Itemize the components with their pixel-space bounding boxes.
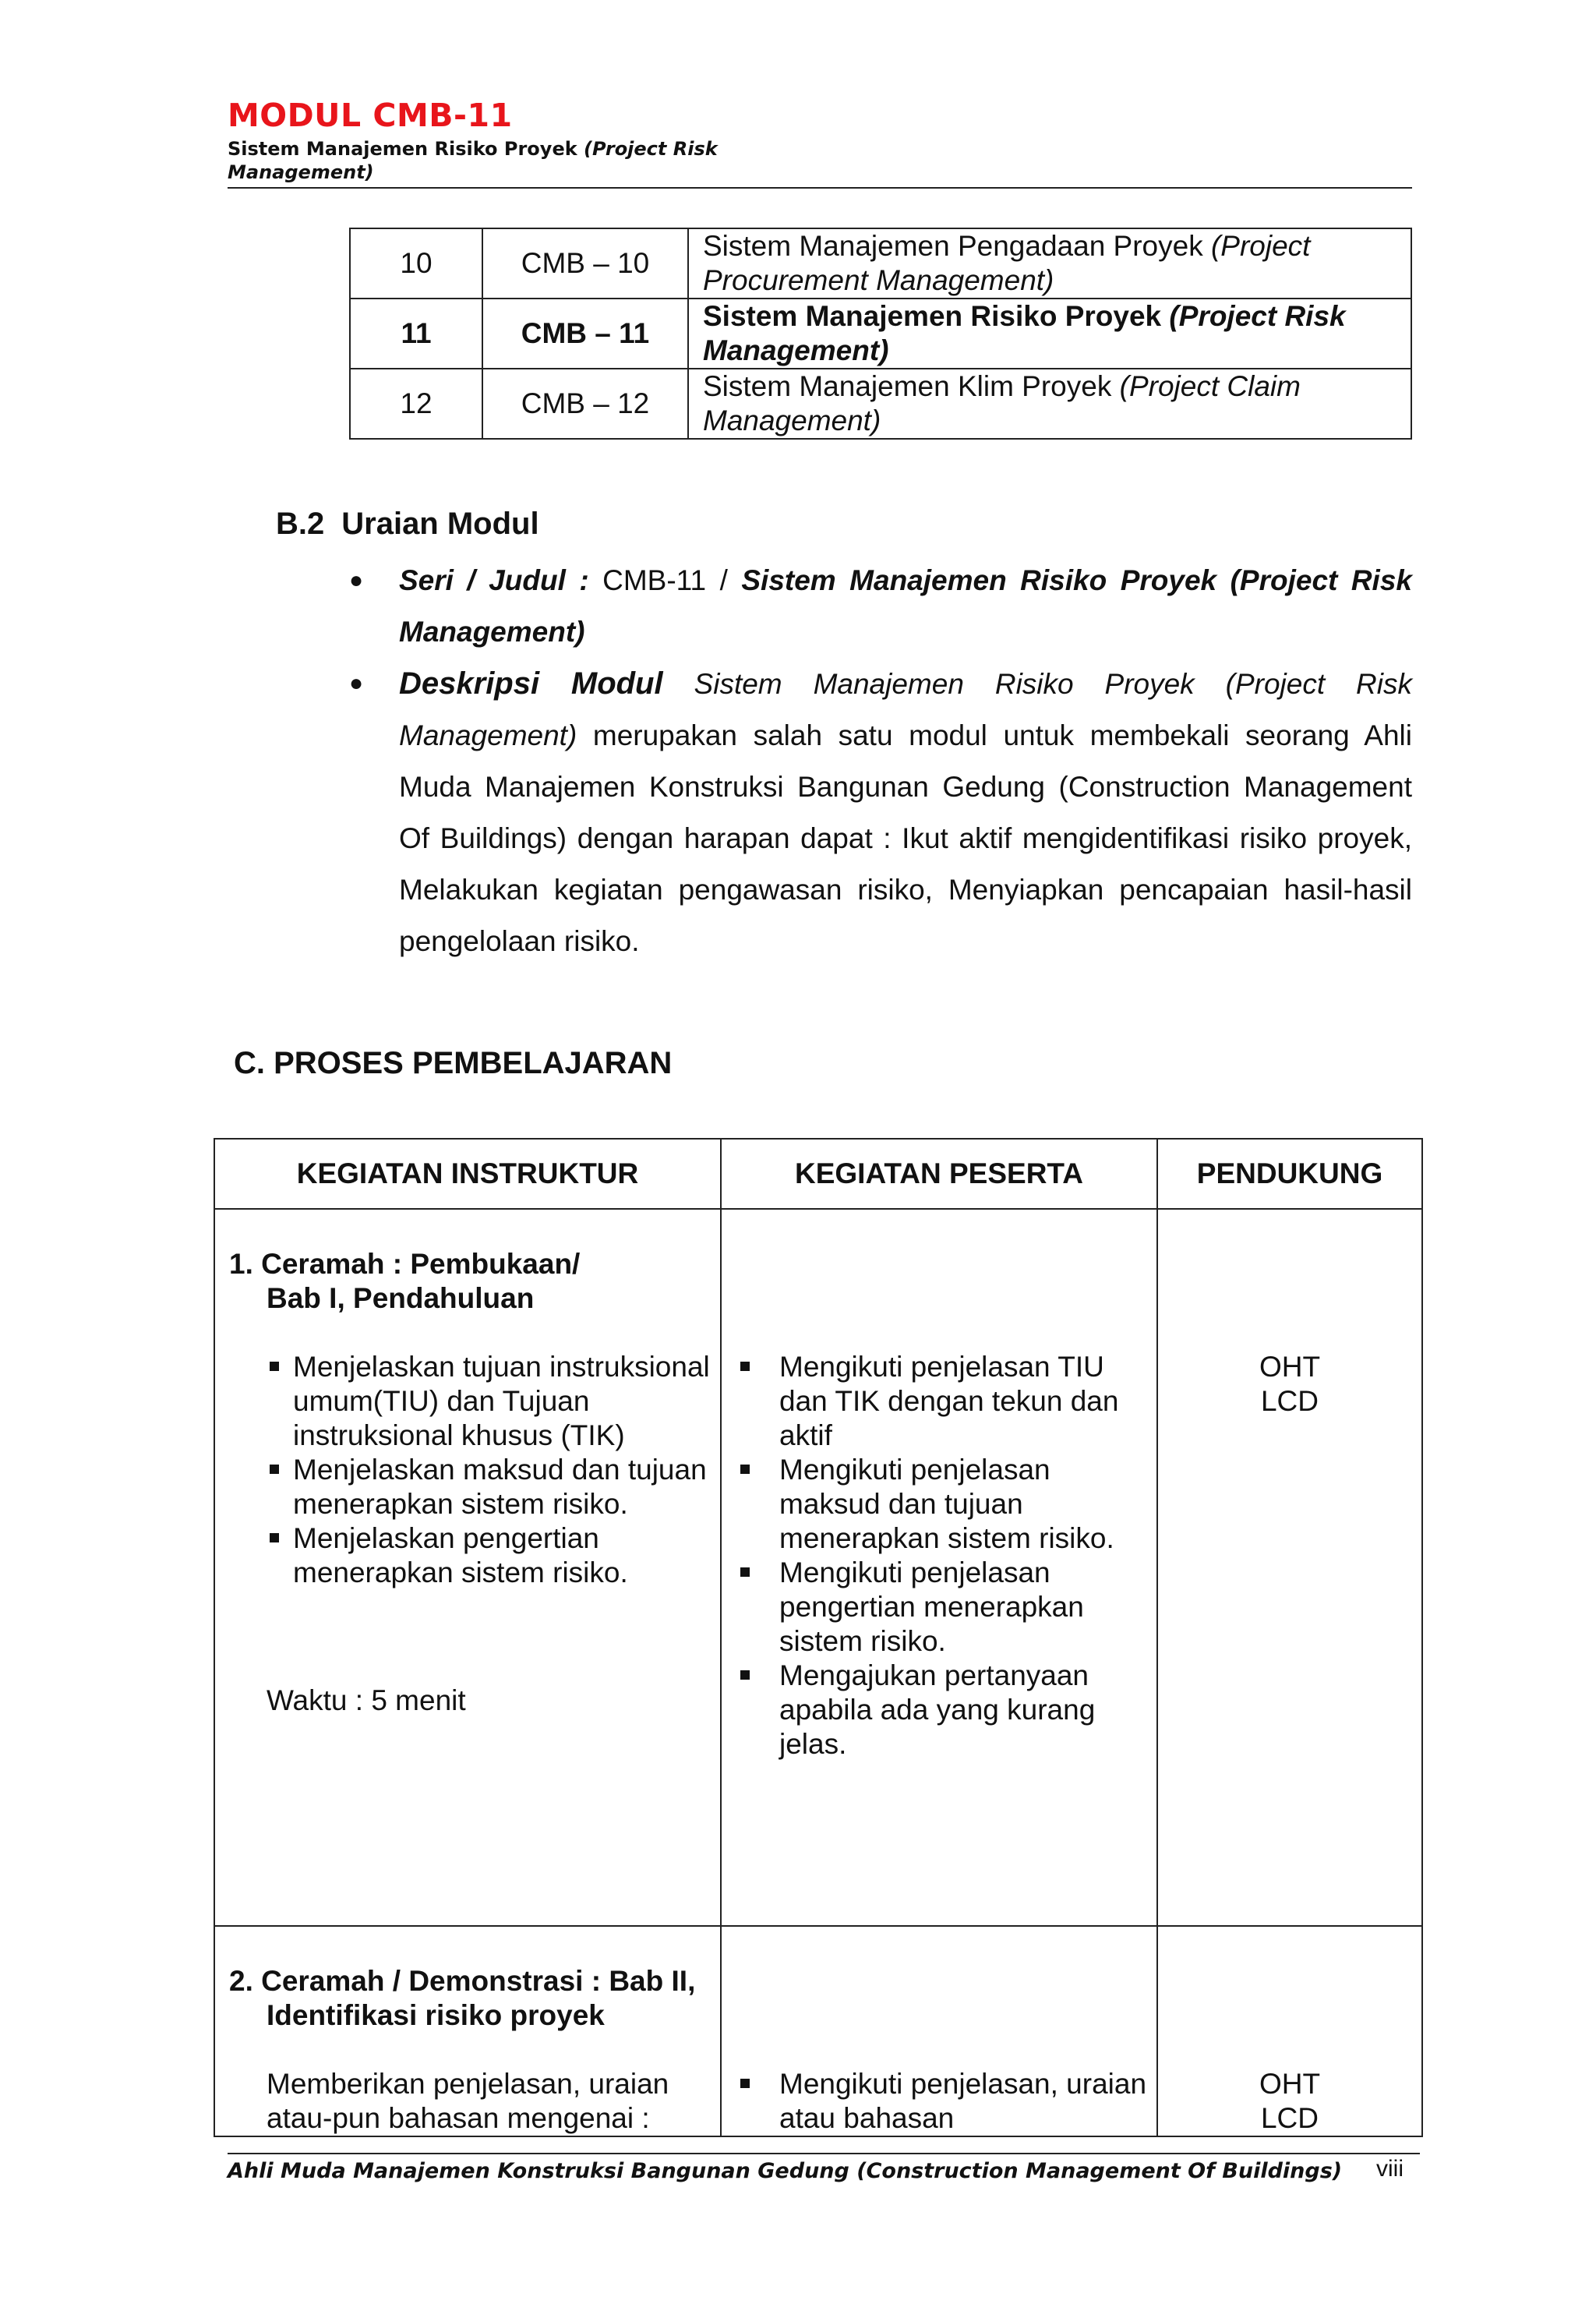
module-name: Sistem Manajemen Risiko Proyek (Project Risk Management)	[688, 299, 1411, 369]
participant-activity	[721, 1209, 1157, 1926]
list-item: Mengikuti penjelasan maksud dan tujuan menerapkan sistem risiko.	[722, 1453, 1156, 1556]
module-subtitle: Sistem Manajemen Risiko Proyek (Project Risk Management)	[228, 138, 718, 183]
table-header-row	[214, 1139, 1422, 1209]
section-heading-c: C. PROSES PEMBELAJARAN	[234, 1046, 673, 1080]
process-table	[214, 1138, 1423, 2137]
list-item: Menjelaskan tujuan instruksional umum(TIU) dan Tujuan instruksional khusus (TIK)	[215, 1350, 720, 1453]
module-title: MODUL CMB-11	[228, 97, 513, 134]
column-header: KEGIATAN PESERTA	[721, 1139, 1157, 1209]
column-header: PENDUKUNG	[1157, 1139, 1422, 1209]
list-item: Menjelaskan maksud dan tujuan menerapkan sistem risiko.	[215, 1453, 720, 1521]
module-name: Sistem Manajemen Pengadaan Proyek (Project Procurement Management)	[688, 228, 1411, 299]
table-row	[350, 369, 1411, 439]
footer-divider	[228, 2153, 1420, 2154]
activity-title: 1. Ceramah : Pembukaan/ Bab I, Pendahuluan	[229, 1248, 581, 1314]
page-number: viii	[1376, 2156, 1404, 2182]
section-heading-b2: B.2 Uraian Modul	[276, 507, 539, 541]
list-item: Mengikuti penjelasan TIU dan TIK dengan tekun dan aktif	[722, 1350, 1156, 1453]
list-item: Mengikuti penjelasan pengertian menerapkan sistem risiko.	[722, 1556, 1156, 1659]
activity-title: 2. Ceramah / Demonstrasi : Bab II, Identifikasi risiko proyek	[229, 1965, 696, 2031]
list-item: Mengajukan pertanyaan apabila ada yang kurang jelas.	[722, 1659, 1156, 1761]
module-code: CMB – 10	[482, 228, 688, 299]
column-header: KEGIATAN INSTRUKTUR	[214, 1139, 721, 1209]
table-row-current	[350, 299, 1411, 369]
table-row	[214, 1926, 1422, 2136]
square-bullet-icon	[740, 1362, 750, 1371]
module-table	[349, 228, 1412, 440]
instructor-text: Memberikan penjelasan, uraian atau-pun bahasan mengenai :	[267, 2068, 669, 2134]
bullet-icon: ●	[349, 567, 364, 593]
module-number: 11	[350, 299, 482, 369]
list-item-seri: ● Seri / Judul : CMB-11 / Sistem Manajemen Risiko Proyek (Project Risk Management)	[349, 555, 1412, 658]
list-item: Mengikuti penjelasan, uraian atau bahasan	[722, 2067, 1156, 2136]
footer-title: Ahli Muda Manajemen Konstruksi Bangunan Gedung (Construction Management Of Buildings)	[228, 2159, 1343, 2183]
instructor-activity	[214, 1926, 721, 2136]
module-code: CMB – 11	[482, 299, 688, 369]
square-bullet-icon	[270, 1465, 279, 1474]
square-bullet-icon	[270, 1533, 279, 1542]
bullet-icon: ●	[349, 670, 364, 696]
list-item-deskripsi: ● Deskripsi Modul Sistem Manajemen Risiko Proyek (Project Risk Management) merupakan salah satu modul untuk membekali seorang Ahli Muda Manajemen Konstruksi Bangunan Gedung (Construction Management Of Buildings) dengan harapan dapat : Ikut aktif mengidentifikasi risiko proyek, Melakukan kegiatan pengawasan risiko, Menyiapkan pencapaian hasil-hasil pengelolaan risiko.	[349, 658, 1412, 967]
module-code: CMB – 12	[482, 369, 688, 439]
square-bullet-icon	[740, 1670, 750, 1680]
module-description-list	[349, 555, 1412, 967]
table-row	[214, 1209, 1422, 1926]
participant-list	[722, 2067, 1156, 2136]
participant-list	[722, 1350, 1156, 1761]
list-item: Menjelaskan pengertian menerapkan sistem risiko.	[215, 1521, 720, 1590]
instructor-activity	[214, 1209, 721, 1926]
module-number: 10	[350, 228, 482, 299]
square-bullet-icon	[270, 1362, 279, 1371]
square-bullet-icon	[740, 2079, 750, 2088]
support-media: OHT LCD	[1157, 1926, 1422, 2136]
module-number: 12	[350, 369, 482, 439]
support-media: OHT LCD	[1157, 1209, 1422, 1926]
participant-activity	[721, 1926, 1157, 2136]
table-row	[350, 228, 1411, 299]
header-divider	[228, 187, 1412, 189]
instructor-list	[215, 1350, 720, 1590]
square-bullet-icon	[740, 1465, 750, 1474]
duration-text: Waktu : 5 menit	[267, 1684, 466, 1716]
square-bullet-icon	[740, 1567, 750, 1577]
module-name: Sistem Manajemen Klim Proyek (Project Claim Management)	[688, 369, 1411, 439]
